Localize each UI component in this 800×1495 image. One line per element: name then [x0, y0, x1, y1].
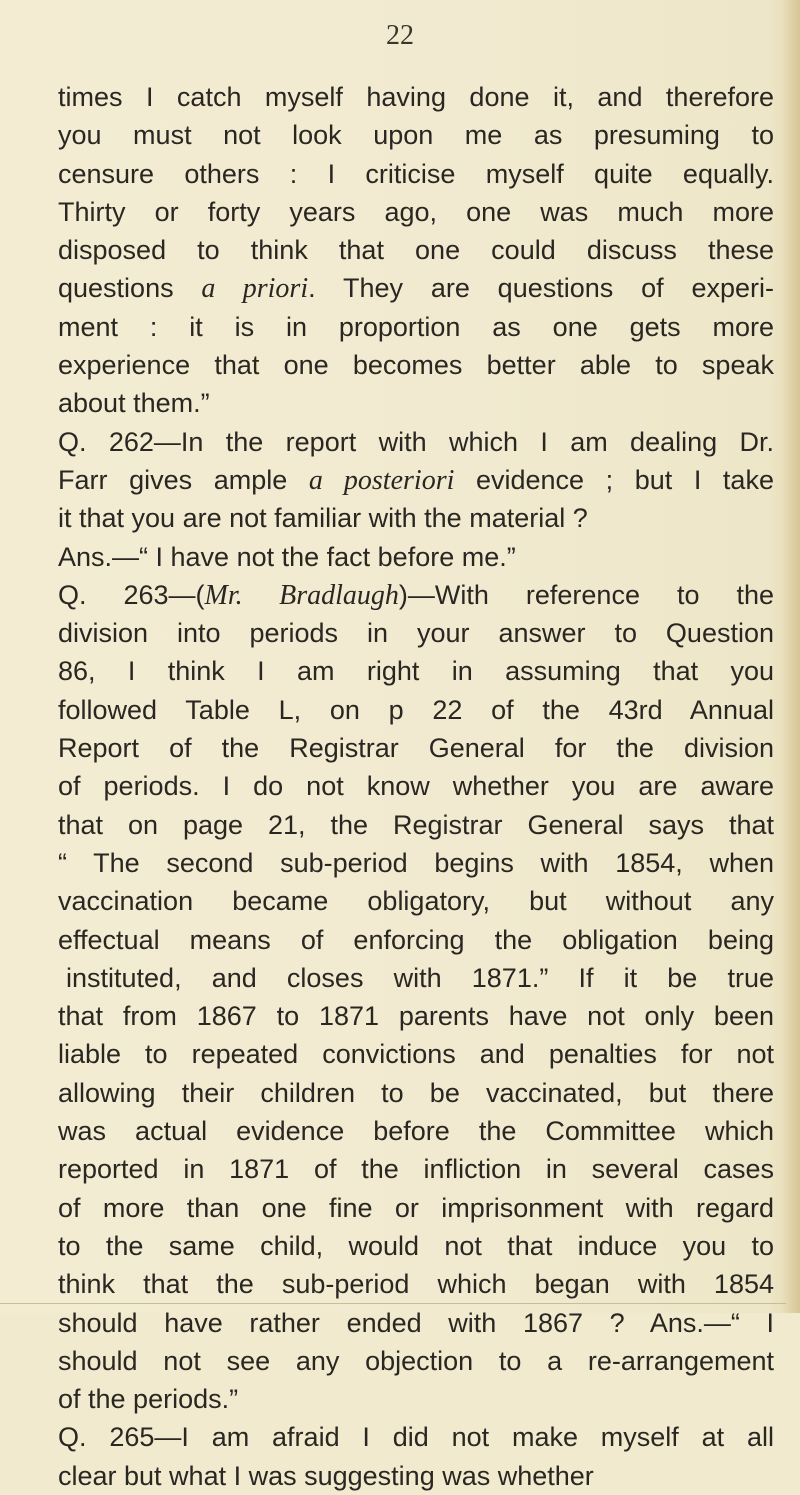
- text-line: Farr gives ample a posteriori evidence ; but I take: [58, 464, 774, 496]
- text-line: it that you are not familiar with the material ?: [58, 503, 588, 534]
- italic-phrase: a priori: [201, 273, 309, 305]
- text-line: censure others : I criticise myself quite equally.: [58, 158, 774, 189]
- text-line: vaccination became obligatory, but without any: [58, 886, 774, 917]
- italic-phrase: Mr. Bradlaugh: [204, 579, 399, 611]
- text-line: of more than one fine or imprisonment with regard: [58, 1192, 774, 1223]
- text-line: reported in 1871 of the infliction in several cases: [58, 1154, 774, 1185]
- text-line: of periods. I do not know whether you are aware: [58, 771, 774, 802]
- text-line: think that the sub-period which began with 1854: [58, 1269, 774, 1300]
- text-line: that from 1867 to 1871 parents have not only been: [58, 1001, 774, 1032]
- text-line: Q. 263—(Mr. Bradlaugh)—With reference to the: [58, 579, 774, 611]
- page-bottom-rule: [0, 1303, 786, 1304]
- text-line: of the periods.”: [58, 1384, 239, 1415]
- text-line: allowing their children to be vaccinated, but there: [58, 1077, 774, 1108]
- text-line: 86, I think I am right in assuming that you: [58, 656, 774, 687]
- text-line: that on page 21, the Registrar General says that: [58, 809, 774, 840]
- text-line: you must not look upon me as presuming to: [58, 120, 774, 151]
- text-line: Thirty or forty years ago, one was much more: [58, 196, 774, 227]
- text-line: should have rather ended with 1867 ? Ans.—“ I: [58, 1307, 774, 1338]
- page-number: 22: [386, 20, 414, 51]
- italic-phrase: a posteriori: [308, 464, 455, 496]
- text-line: Q. 265—I am afraid I did not make myself at all: [58, 1422, 774, 1453]
- text-line: instituted, and closes with 1871.” If it be true: [66, 962, 774, 993]
- text-line: Ans.—“ I have not the fact before me.”: [58, 541, 516, 572]
- body-text: [58, 78, 774, 1495]
- text-line: clear but what I was suggesting was whether: [58, 1460, 594, 1491]
- text-line: experience that one becomes better able to speak: [58, 350, 774, 381]
- text-line: disposed to think that one could discuss these: [58, 235, 774, 266]
- text-line: ment : it is in proportion as one gets more: [58, 311, 774, 342]
- text-line: division into periods in your answer to Question: [58, 618, 774, 649]
- text-line: Q. 262—In the report with which I am dealing Dr.: [58, 426, 774, 457]
- text-line: about them.”: [58, 388, 210, 419]
- text-line: effectual means of enforcing the obligation being: [58, 924, 774, 955]
- text-line: followed Table L, on p 22 of the 43rd Annual: [58, 694, 774, 725]
- text-line: was actual evidence before the Committee which: [58, 1116, 774, 1147]
- page-edge-shading: [782, 0, 800, 1313]
- text-line: times I catch myself having done it, and therefore: [58, 82, 774, 112]
- text-line: liable to repeated convictions and penalties for not: [58, 1039, 774, 1070]
- text-line: should not see any objection to a re-arrangement: [58, 1345, 774, 1376]
- text-line: “ The second sub-period begins with 1854, when: [58, 847, 774, 878]
- text-line: questions a priori. They are questions of experi-: [58, 273, 774, 305]
- text-line: to the same child, would not that induce you to: [58, 1230, 774, 1261]
- text-line: Report of the Registrar General for the division: [58, 733, 774, 764]
